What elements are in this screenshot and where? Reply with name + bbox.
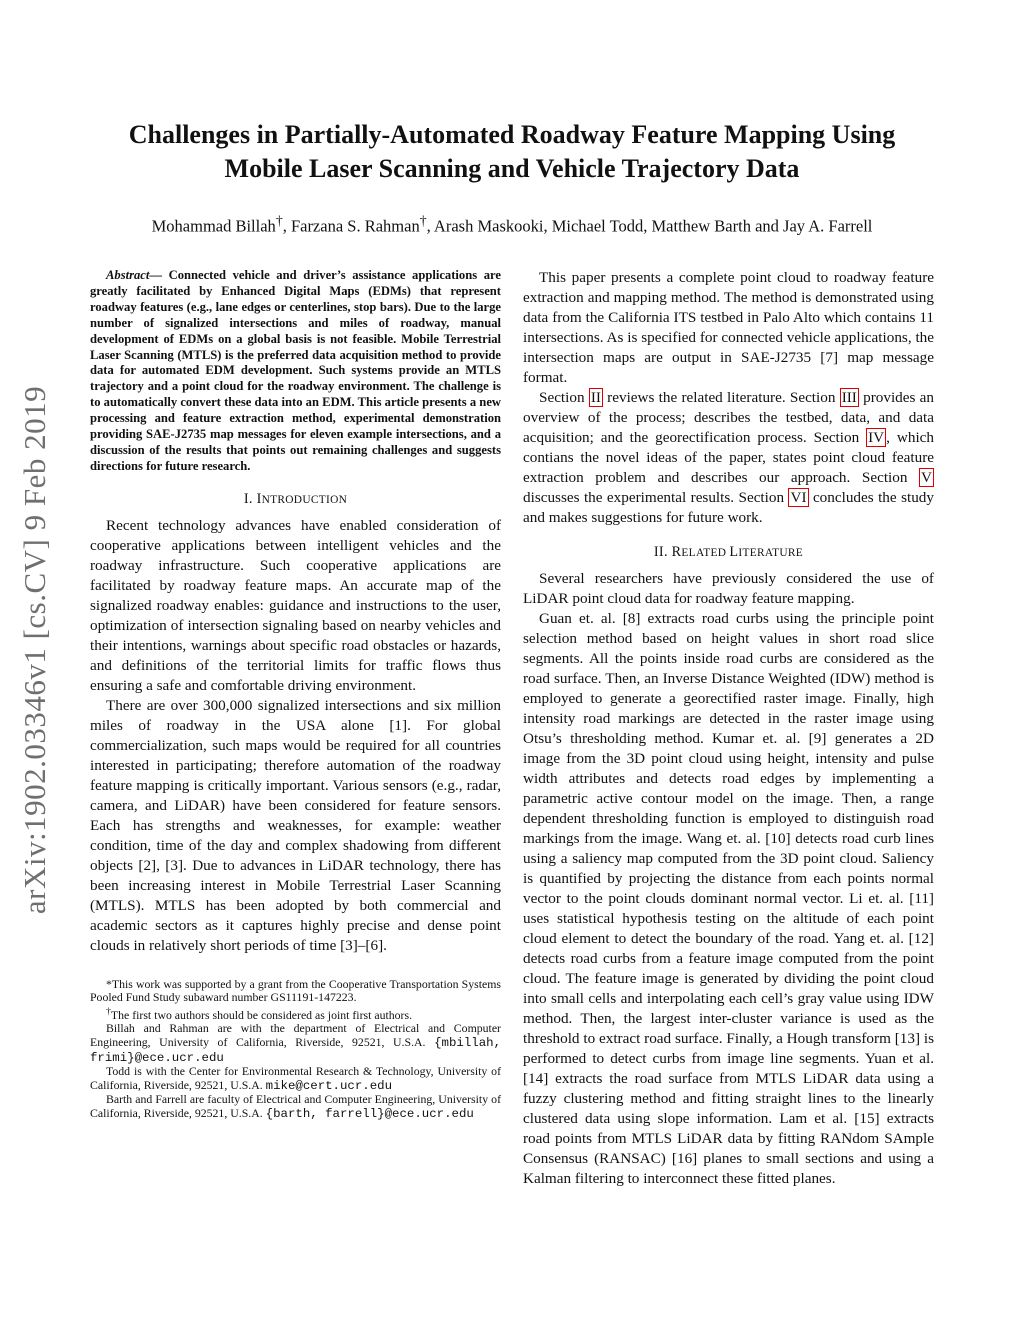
author-1: Mohammad Billah: [151, 216, 276, 236]
author-rest: , Arash Maskooki, Michael Todd, Matthew Barth and Jay A. Farrell: [426, 216, 873, 236]
heading-initial: L: [729, 544, 739, 560]
footnote-funding: *This work was supported by a grant from the Cooperative Transportation Systems Pooled Fund Study subaward number GS11191-147223.: [90, 976, 501, 1005]
dagger-mark: †: [275, 213, 283, 228]
heading-smallcaps: ELATED: [681, 547, 730, 559]
heading-smallcaps: NTRODUCTION: [261, 493, 348, 506]
section-link-ii[interactable]: II: [590, 389, 601, 406]
dagger-mark: †: [106, 1005, 111, 1017]
author-2: , Farzana S. Rahman: [282, 216, 420, 236]
abstract-body: — Connected vehicle and driver’s assistance applications are greatly facilitated by Enhanced Digital Maps (EDMs) that represent roadway features (e.g., lane edges or centerlines, stop bars). Due to the large number of signalized intersections and miles of roadway, manual development of EDMs on a global basis is not feasible. Mobile Terrestrial Laser Scanning (MTLS) is the preferred data acquisition method to provide data for automated EDM development. Such systems provide an MTLS trajectory and a point cloud for the roadway environment. The challenge is to automatically convert these data into an EDM. This article presents a new processing and feature extraction method, experimental demonstration providing SAE-J2735 map messages for eleven example intersections, and a discussion of the results that points out remaining challenges and suggests directions for future research.: [90, 268, 501, 473]
section-link-iii[interactable]: III: [841, 389, 857, 406]
right-column: [523, 268, 934, 1189]
left-column: [90, 268, 501, 1122]
arxiv-id-text: arXiv:1902.03346v1 [cs.CV] 9 Feb 2019: [17, 385, 52, 915]
email-link[interactable]: mike@cert.ucr.edu: [265, 1078, 393, 1093]
arxiv-identifier: [6, 340, 64, 960]
literature-paragraph-1: Several researchers have previously considered the use of LiDAR point cloud data for roadway feature mapping.: [523, 570, 934, 607]
roadmap-paragraph: Section II reviews the related literature. Section III provides an overview of the process; describes the testbed, data, and data acquisition; and the georectification process. Section IV , which contians the novel ideas of the paper, states point cloud feature extraction problem and describes our approach. Section V discusses the experimental results. Section VI concludes the study and makes suggestions for future work.: [523, 389, 935, 526]
literature-paragraph-2: Guan et. al. [8] extracts road curbs using the principle point selection method based on height values in short road slice segments. All the points inside road curbs are considered as the road surface. Then, an Inverse Distance Weighted (IDW) method is employed to generate a georectified raster image. Finally, high intensity road markings are detected in the raster image using Otsu’s thresholding method. Kumar et. al. [9] generates a 2D image from the 3D point cloud using height, intensity and pulse width attributes and detects road edges by implementing a parametric active contour model on the image. Then, a range dependent thresholding function is employed to distinguish road markings from the image. Wang et. al. [10] detects road curb lines using a saliency map computed from the 3D point cloud. Saliency is quantified by projecting the distance from each points normal vector to the point clouds dominant normal vector. Li et. al. [11] uses statistical hypothesis testing on the altitude of each point cloud element to detect the boundary of the road. Yang et. al. [12] detects road curbs from a feature image computed from the point cloud. The feature image is generated by dividing the point cloud into small cells and interpolating each cell’s gray value using IDW method. Then, the largest inter-cluster variance is used as the threshold to extract road surface. Finally, a Hough transform [13] is performed to detect curbs from image line segments. Yuan et al. [14] extracts the road surface from MTLS LiDAR data using a fuzzy clustering method and fitting straight lines to the linearly clustered data using slope information. Lam et al. [15] extracts road points from MTLS LiDAR data by fitting RANdom SAmple Consensus (RANSAC) [16] planes to small sections and using a Kalman filtering to interconnect these fitted planes.: [523, 610, 934, 1187]
email-link[interactable]: {barth, farrell}@ece.ucr.edu: [265, 1107, 474, 1122]
section-link-v[interactable]: V: [921, 469, 932, 486]
footnote-affiliation-billah-rahman: Billah and Rahman are with the department of Electrical and Computer Engineering, University of California, Riverside, 92521, U.S.A. {mbillah, frimi}@ece.ucr.edu: [90, 1021, 501, 1065]
section-heading-related-literature: [523, 542, 934, 563]
footnote-affiliation-barth-farrell: Barth and Farrell are faculty of Electrical and Computer Engineering, University of California, Riverside, 92521, U.S.A. {barth, farrell}@ece.ucr.edu: [90, 1092, 501, 1122]
email-link[interactable]: {mbillah, frimi}@ece.ucr.edu: [90, 1036, 501, 1065]
heading-smallcaps: ITERATURE: [738, 547, 804, 559]
section-link-vi[interactable]: VI: [790, 489, 807, 506]
section-number: II.: [653, 544, 672, 560]
intro-paragraph-1: Recent technology advances have enabled consideration of cooperative applications between intelligent vehicles and the roadway infrastructure. Such cooperative applications are facilitated by roadway feature maps. An accurate map of the signalized roadway enables: guidance and instructions to the user, optimization of intersection signaling based on nearby vehicles and their intentions, warnings about specific road obstacles or hazards, and definitions of the territorial limits for traffic flows thus ensuring a safe and comfortable driving environment.: [90, 516, 501, 694]
heading-initial: I: [256, 490, 262, 507]
section-heading-introduction: [90, 489, 501, 510]
intro-paragraph-2: There are over 300,000 signalized intersections and six million miles of roadway in the USA alone [1]. For global commercialization, such maps would be required for all countries interested in participating; therefore automation of the roadway feature mapping is critically important. Various sensors (e.g., radar, camera, and LiDAR) have been considered for feature sensors. Each has strengths and weaknesses, for example: weather condition, time of the day and complex shadowing from different objects [2], [3]. Due to advances in LiDAR technology, there has been increasing interest in Mobile Terrestrial Laser Scanning (MTLS). MTLS has been adopted by both commercial and academic sectors as it captures highly precise and dense point clouds in relatively short periods of time [3]–[6].: [90, 696, 501, 954]
abstract: [90, 268, 501, 475]
paper-title: [80, 118, 944, 186]
abstract-label: Abstract: [106, 268, 150, 282]
title-line-1: Challenges in Partially-Automated Roadway Feature Mapping Using: [128, 120, 896, 149]
overview-paragraph: This paper presents a complete point cloud to roadway feature extraction and mapping method. The method is demonstrated using data from the California ITS testbed in Palo Alto which contains 11 intersections. As is specified for connected vehicle applications, the intersection maps are output in SAE-J2735 [7] map message format.: [523, 269, 934, 386]
section-number: I.: [243, 490, 257, 507]
footnote-affiliation-todd: Todd is with the Center for Environmental Research & Technology, University of California, Riverside, 92521, U.S.A. mike@cert.ucr.edu: [90, 1064, 501, 1093]
section-link-iv[interactable]: IV: [868, 429, 885, 446]
footnotes: [90, 978, 501, 1122]
heading-initial: R: [671, 544, 682, 560]
title-line-2: Mobile Laser Scanning and Vehicle Trajectory Data: [224, 154, 800, 183]
dagger-mark: †: [419, 213, 427, 228]
author-list: [60, 209, 964, 239]
footnote-joint-authors: †The first two authors should be considered as joint first authors.: [106, 1005, 413, 1022]
